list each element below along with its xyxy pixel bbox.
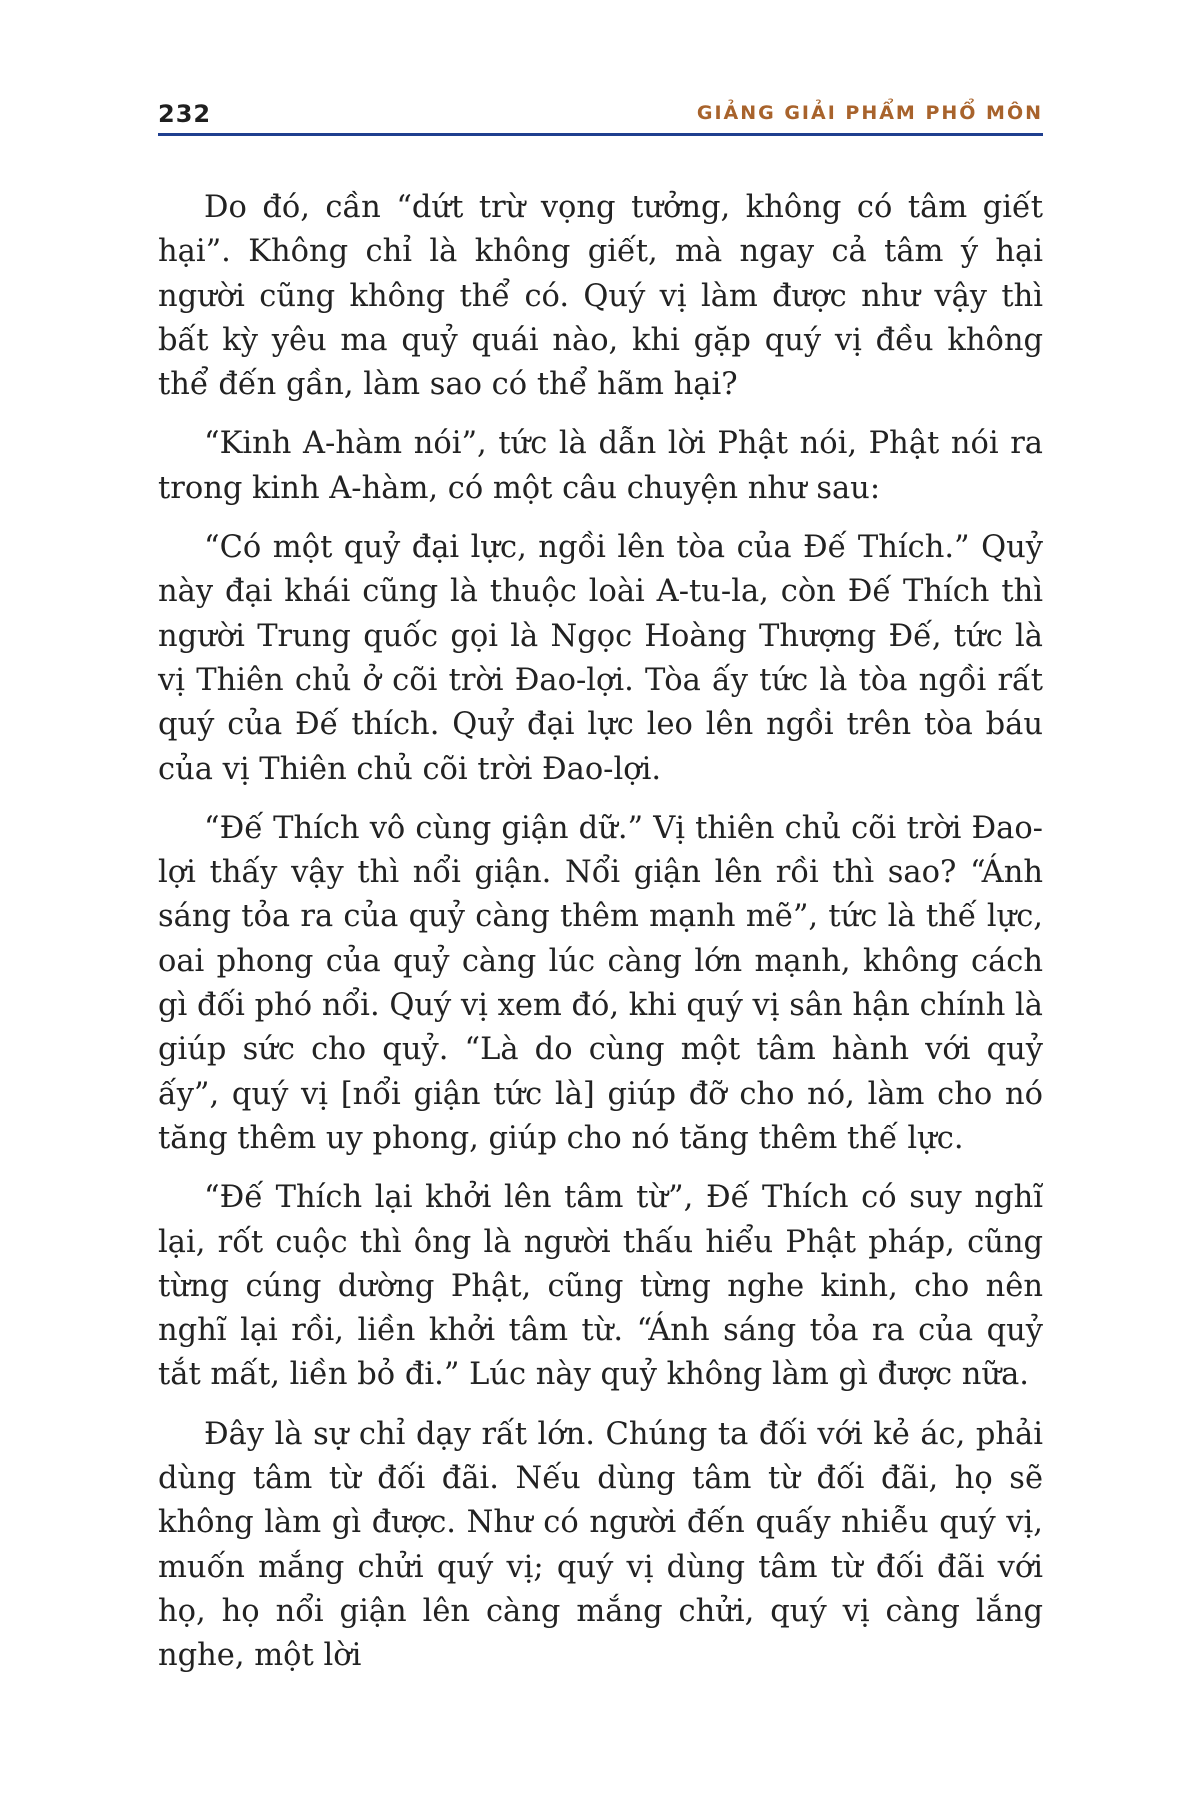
paragraph-3: “Có một quỷ đại lực, ngồi lên tòa của Đế Thích.” Quỷ này đại khái cũng là thuộc loài A-tu-la, còn Đế Thích thì người Trung quốc gọi là Ngọc Hoàng Thượng Đế, tức là vị Thiên chủ ở cõi trời Đao-lợi. Tòa ấy tức là tòa ngồi rất quý của Đế thích. Quỷ đại lực leo lên ngồi trên tòa báu của vị Thiên chủ cõi trời Đao-lợi. — [158, 530, 1043, 787]
running-title: GIẢNG GIẢI PHẨM PHỔ MÔN — [696, 102, 1043, 124]
paragraph-6: Đây là sự chỉ dạy rất lớn. Chúng ta đối với kẻ ác, phải dùng tâm từ đối đãi. Nếu dùng tâm từ đối đãi, họ sẽ không làm gì được. Như có người đến quấy nhiễu quý vị, muốn mắng chửi quý vị; quý vị dùng tâm từ đối đãi với họ, họ nổi giận lên càng mắng chửi, quý vị càng lắng nghe, một lời — [158, 1416, 1043, 1674]
paragraph-5: “Đế Thích lại khởi lên tâm từ”, Đế Thích có suy nghĩ lại, rốt cuộc thì ông là người thấu hiểu Phật pháp, cũng từng cúng dường Phật, cũng từng nghe kinh, cho nên nghĩ lại rồi, liền khởi tâm từ. “Ánh sáng tỏa ra của quỷ tắt mất, liền bỏ đi.” Lúc này quỷ không làm gì được nữa. — [158, 1180, 1043, 1393]
paragraph-4: “Đế Thích vô cùng giận dữ.” Vị thiên chủ cõi trời Đao-lợi thấy vậy thì nổi giận. Nổi giận lên rồi thì sao? “Ánh sáng tỏa ra của quỷ càng thêm mạnh mẽ”, tức là thế lực, oai phong của quỷ càng lúc càng lớn mạnh, không cách gì đối phó nổi. Quý vị xem đó, khi quý vị sân hận chính là giúp sức cho quỷ. “Là do cùng một tâm hành với quỷ ấy”, quý vị [nổi giận tức là] giúp đỡ cho nó, làm cho nó tăng thêm uy phong, giúp cho nó tăng thêm thế lực. — [158, 810, 1043, 1156]
paragraph-2: “Kinh A-hàm nói”, tức là dẫn lời Phật nói, Phật nói ra trong kinh A-hàm, có một câu chuyện như sau: — [158, 426, 1043, 506]
page-number: 232 — [158, 100, 212, 128]
paragraph-1: Do đó, cần “dứt trừ vọng tưởng, không có tâm giết hại”. Không chỉ là không giết, mà ngay cả tâm ý hại người cũng không thể có. Quý vị làm được như vậy thì bất kỳ yêu ma quỷ quái nào, khi gặp quý vị đều không thể đến gần, làm sao có thể hãm hại? — [158, 190, 1043, 403]
body-text — [158, 186, 1043, 1694]
header-rule — [158, 133, 1043, 136]
